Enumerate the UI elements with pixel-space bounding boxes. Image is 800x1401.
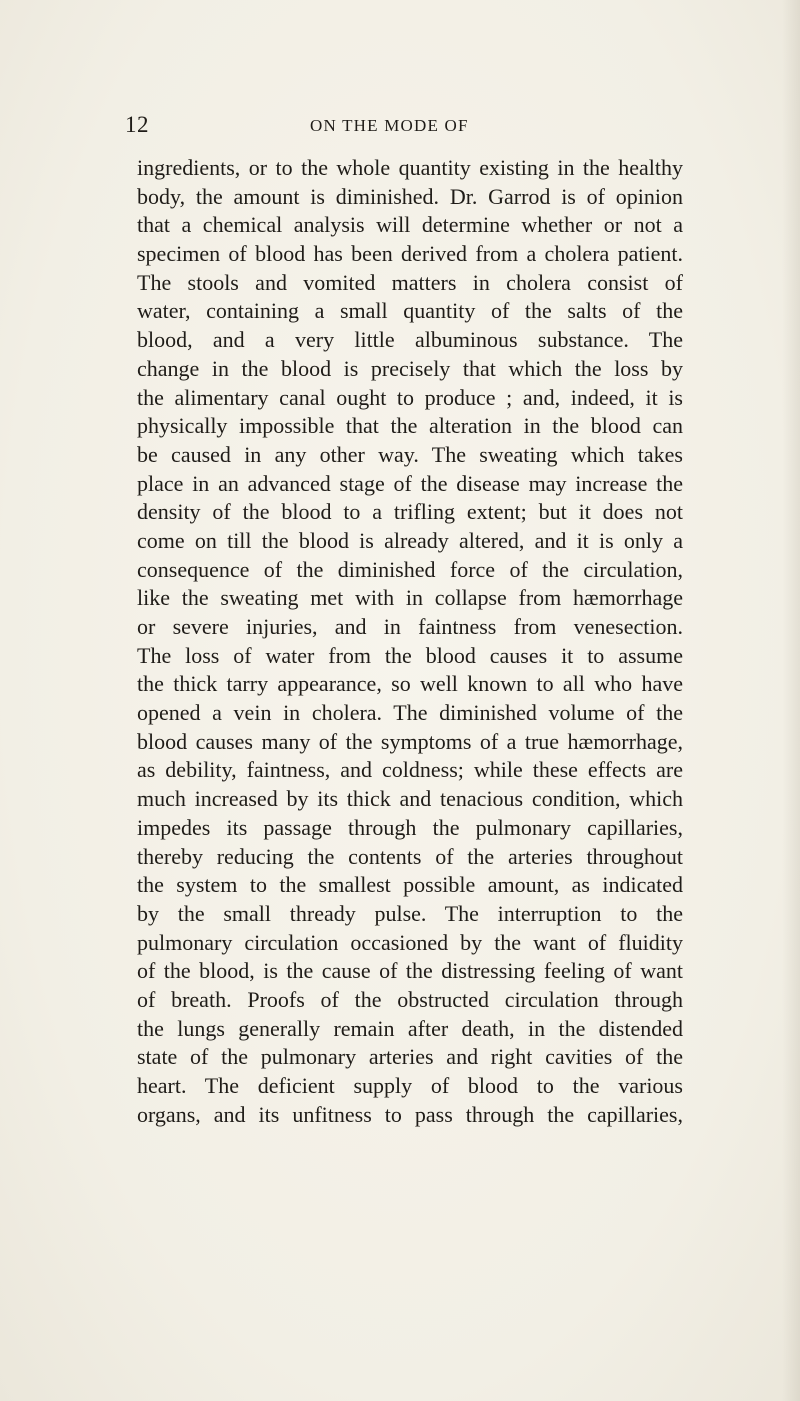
text-line: body, the amount is diminished. Dr. Garrod is of opinion xyxy=(137,183,683,209)
text-line: of breath. Proofs of the obstructed circulation through xyxy=(137,986,683,1012)
page-header xyxy=(125,112,685,142)
text-line: come on till the blood is already altered, and it is only a xyxy=(137,527,683,553)
text-line: place in an advanced stage of the disease may increase the xyxy=(137,470,683,496)
text-line: physically impossible that the alteration in the blood can xyxy=(137,413,683,439)
text-line: organs, and its unfitness to pass through the capillaries, xyxy=(137,1101,683,1127)
body-text xyxy=(137,154,683,1129)
text-line: The stools and vomited matters in cholera consist of xyxy=(137,269,683,295)
text-line: specimen of blood has been derived from a cholera patient. xyxy=(137,241,683,267)
text-line: The loss of water from the blood causes it to assume xyxy=(137,642,683,668)
text-line: like the sweating met with in collapse from hæmorrhage xyxy=(137,585,683,611)
text-line: as debility, faintness, and coldness; while these effects are xyxy=(137,757,683,783)
text-line: opened a vein in cholera. The diminished volume of the xyxy=(137,700,683,726)
text-line: pulmonary circulation occasioned by the want of fluidity xyxy=(137,929,683,955)
text-line: the alimentary canal ought to produce ; and, indeed, it is xyxy=(137,384,683,410)
text-line: much increased by its thick and tenacious condition, which xyxy=(137,786,683,812)
page-edge-shadow xyxy=(782,0,800,1401)
text-line: by the small thready pulse. The interruption to the xyxy=(137,900,683,926)
running-head: ON THE MODE OF xyxy=(310,116,469,135)
text-line: change in the blood is precisely that which the loss by xyxy=(137,355,683,381)
text-line: that a chemical analysis will determine whether or not a xyxy=(137,212,683,238)
text-line: be caused in any other way. The sweating which takes xyxy=(137,441,683,467)
page-number: 12 xyxy=(125,112,149,137)
text-line: or severe injuries, and in faintness from venesection. xyxy=(137,614,683,639)
text-line: blood causes many of the symptoms of a true hæmorrhage, xyxy=(137,728,683,754)
text-line: impedes its passage through the pulmonary capillaries, xyxy=(137,814,683,840)
text-line: state of the pulmonary arteries and right cavities of the xyxy=(137,1044,683,1070)
text-line: consequence of the diminished force of the circulation, xyxy=(137,556,683,582)
text-line: thereby reducing the contents of the arteries throughout xyxy=(137,843,683,869)
text-line: of the blood, is the cause of the distressing feeling of want xyxy=(137,958,683,984)
text-line: heart. The deficient supply of blood to the various xyxy=(137,1073,683,1098)
text-line: the lungs generally remain after death, in the distended xyxy=(137,1015,683,1041)
text-line: the system to the smallest possible amount, as indicated xyxy=(137,872,683,898)
text-line: water, containing a small quantity of the salts of the xyxy=(137,298,683,324)
text-line: blood, and a very little albuminous substance. The xyxy=(137,327,683,353)
text-line: density of the blood to a trifling extent; but it does not xyxy=(137,499,683,525)
text-line: ingredients, or to the whole quantity existing in the healthy xyxy=(137,155,683,180)
text-line: the thick tarry appearance, so well known to all who have xyxy=(137,671,683,697)
